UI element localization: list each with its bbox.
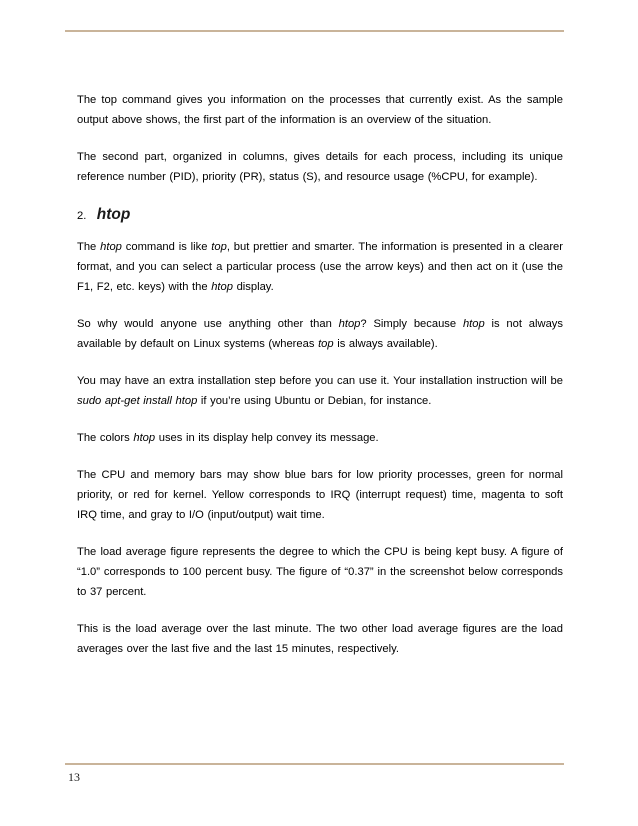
italic-term: top (211, 241, 227, 253)
page-number: 13 (68, 770, 80, 784)
paragraph (77, 147, 563, 187)
section-number: 2. (77, 210, 87, 222)
text-run: This is the load average over the last minute. The two other load average figures are the load averages over the last five and the last 15 minutes, respectively. (77, 623, 563, 655)
italic-term: htop (133, 432, 156, 444)
section-heading (77, 204, 563, 226)
italic-term: htop (338, 318, 361, 330)
paragraph (77, 371, 563, 411)
text-run: is always available). (333, 338, 438, 350)
text-run: The colors (77, 432, 134, 444)
text-run: if you’re using Ubuntu or Debian, for instance. (197, 395, 432, 407)
text-run: The (77, 241, 101, 253)
paragraph (77, 465, 563, 525)
text-run: The CPU and memory bars may show blue bars for low priority processes, green for normal priority, or red for kernel. Yellow corresponds to IRQ (interrupt request) time, magenta to soft IRQ time, and gray to I/O (input/output) wait time. (77, 469, 563, 521)
text-run: The second part, organized in columns, gives details for each process, including its unique reference number (PID), priority (PR), status (S), and resource usage (%CPU, for example). (77, 151, 563, 183)
text-run: The top command gives you information on the processes that currently exist. As the sample output above shows, the first part of the information is an overview of the situation. (77, 94, 563, 126)
page-body (77, 90, 563, 676)
italic-term: htop (462, 318, 485, 330)
paragraph (77, 314, 563, 354)
italic-term: top (318, 338, 334, 350)
paragraph (77, 542, 563, 602)
text-run: You may have an extra installation step before you can use it. Your installation instruction will be (77, 375, 563, 387)
text-run: display. (232, 281, 274, 293)
paragraph (77, 428, 563, 448)
section-paragraphs (77, 237, 563, 659)
intro-paragraphs (77, 90, 563, 187)
italic-term: sudo apt-get install htop (77, 395, 198, 407)
text-run: The load average figure represents the degree to which the CPU is being kept busy. A figure of “1.0” corresponds to 100 percent busy. The figure of “0.37” in the screenshot below corresponds to 37 percent. (77, 546, 563, 598)
paragraph (77, 237, 563, 297)
section-title: htop (96, 206, 131, 223)
italic-term: htop (211, 281, 233, 293)
header-rule (65, 30, 564, 32)
italic-term: htop (100, 241, 122, 253)
text-run: So why would anyone use anything other than (77, 318, 339, 330)
paragraph (77, 90, 563, 130)
text-run: uses in its display help convey its message. (155, 432, 379, 444)
text-run: ? Simply because (360, 318, 463, 330)
text-run: is not always available by default on Linux systems (whereas (77, 318, 563, 350)
text-run: command is like (121, 241, 212, 253)
paragraph (77, 619, 563, 659)
footer-rule (65, 763, 564, 765)
text-run: , but prettier and smarter. The information is presented in a clearer format, and you can select a particular process (use the arrow keys) and then act on it (use the F1, F2, etc. keys) with the (77, 241, 564, 293)
